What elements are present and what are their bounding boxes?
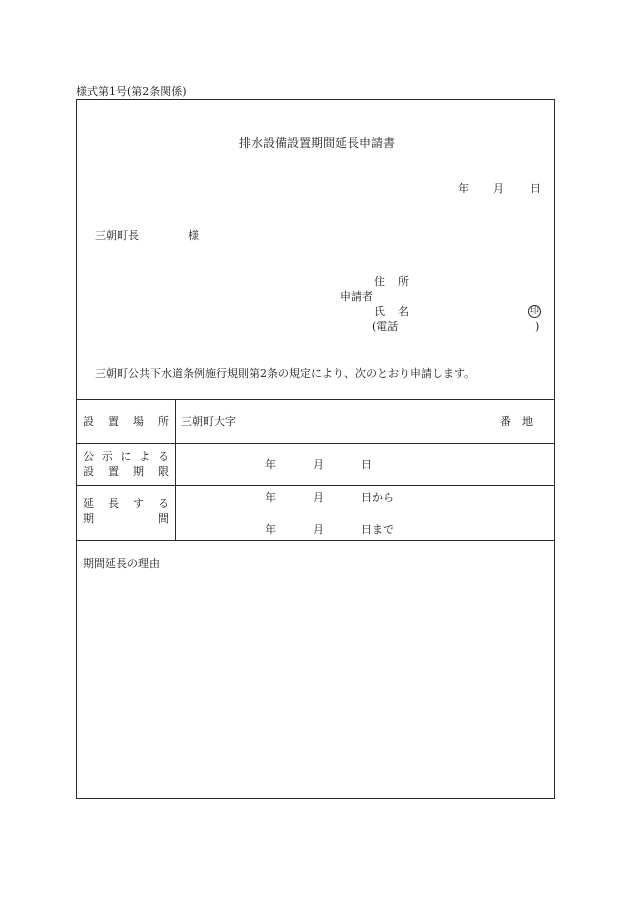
location-label-char: 置 [108,415,119,428]
label-char: 公 [83,450,94,463]
name-label-char-2: 名 [398,305,409,318]
location-value-suffix: 番 地 [500,415,533,428]
extension-to-month: 月 [313,523,324,536]
addressee-honorific: 様 [188,229,199,242]
label-char: る [158,497,169,510]
label-char: 限 [158,465,169,478]
extension-to-day: 日まで [361,523,394,536]
label-char: る [158,450,169,463]
location-label-char: 設 [83,415,94,428]
published-period-label-line1 [83,451,169,462]
location-label-char: 所 [158,415,169,428]
address-label-char-2: 所 [398,275,409,288]
address-label-char-1: 住 [374,275,385,288]
document-title: 排水設備設置期間延長申請書 [239,136,396,150]
label-char: 期 [133,465,144,478]
extension-from-day: 日から [361,491,394,504]
seal-mark: 印 [529,306,539,316]
date-day-label: 日 [530,182,541,195]
extension-to-year: 年 [265,523,276,536]
phone-label: (電話 [372,320,399,333]
date-month-label: 月 [493,182,504,195]
application-statement: 三朝町公共下水道条例施行規則第2条の規定により、次のとおり申請します。 [95,367,476,380]
label-char: 置 [108,465,119,478]
label-char: よ [139,450,151,463]
extension-period-label-line1 [83,498,169,509]
divider-top-table [76,399,555,400]
published-period-label-line2 [83,466,169,477]
divider-location [76,443,555,444]
addressee-name: 三朝町長 [95,229,139,242]
label-char: 間 [158,512,169,525]
applicant-label: 申請者 [340,290,373,303]
label-char: 延 [83,497,94,510]
location-value-prefix: 三朝町大字 [181,415,236,428]
table-column-divider [175,399,176,540]
divider-published-period [76,485,555,486]
phone-close-paren: ) [535,320,540,333]
label-char: 設 [83,465,94,478]
date-year-label: 年 [458,182,469,195]
reason-label: 期間延長の理由 [83,557,160,570]
label-char: す [133,497,144,510]
location-label [83,416,169,427]
name-label-char-1: 氏 [374,305,385,318]
extension-from-year: 年 [265,491,276,504]
extension-from-month: 月 [313,491,324,504]
label-char: 示 [101,450,113,463]
form-number: 様式第1号(第2条関係) [76,85,187,98]
divider-extension-period [76,540,555,541]
label-char: 長 [108,497,119,510]
location-label-char: 場 [133,415,144,428]
published-period-day: 日 [361,458,372,471]
extension-period-label-line2 [83,513,169,524]
form-frame [76,99,555,799]
label-char: 期 [83,512,94,525]
label-char: に [120,450,132,463]
published-period-year: 年 [265,458,276,471]
published-period-month: 月 [313,458,324,471]
